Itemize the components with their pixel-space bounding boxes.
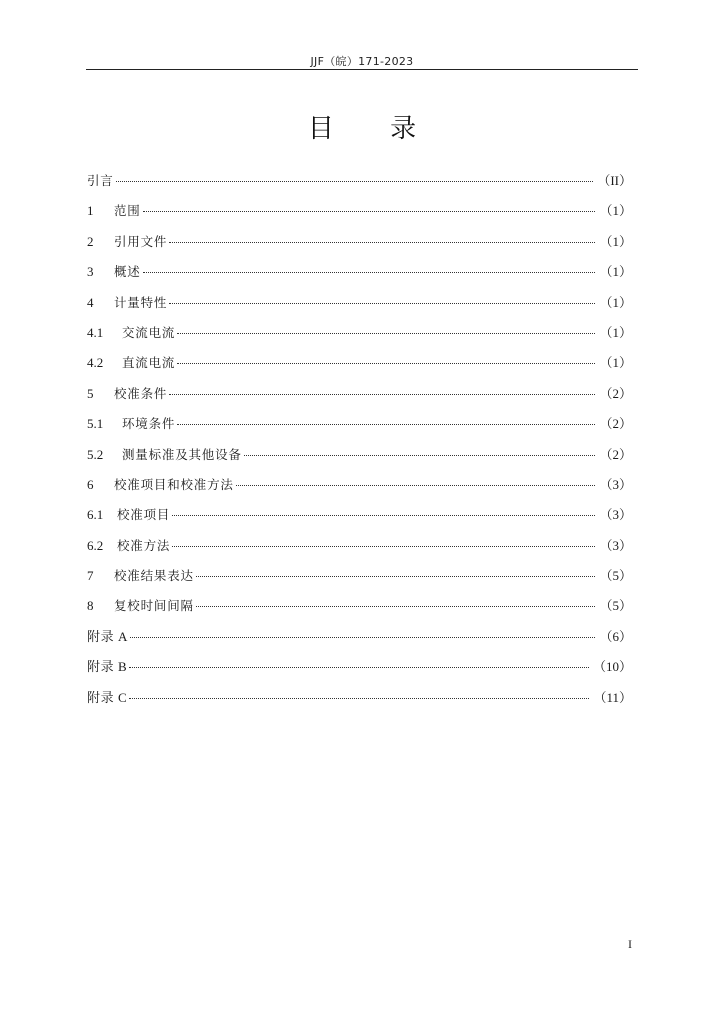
toc-entry-6[interactable] <box>87 475 632 505</box>
toc-entry-3[interactable] <box>87 262 632 292</box>
toc-entry-title: 测量标准及其他设备 <box>122 446 242 462</box>
toc-entry-number: 1 <box>87 203 94 219</box>
toc-entry-title: 引言 <box>87 173 114 188</box>
toc-entry-number: 6 <box>87 476 94 492</box>
toc-entry-page: （1） <box>599 324 632 340</box>
toc-entry-title: 交流电流 <box>122 324 176 340</box>
toc-leader-dots <box>130 637 595 638</box>
toc-entry-title: 直流电流 <box>122 355 176 371</box>
toc-leader-dots <box>236 485 596 486</box>
toc-leader-dots <box>116 181 594 182</box>
toc-entry-title: 计量特性 <box>114 294 168 310</box>
toc-entry-number: 4.1 <box>87 324 104 340</box>
toc-entry-title: 概述 <box>114 264 141 280</box>
toc-leader-dots <box>172 546 595 547</box>
page-number: I <box>628 937 632 951</box>
toc-entry-title: 附录 C <box>87 689 128 705</box>
toc-leader-dots <box>172 515 595 516</box>
toc-leader-dots <box>196 606 596 607</box>
toc-entry-title: 校准结果表达 <box>114 568 194 584</box>
toc-entry-6-2[interactable] <box>87 536 632 566</box>
toc-entry-number: 3 <box>87 264 94 280</box>
toc-leader-dots <box>129 698 589 699</box>
header-divider <box>86 69 638 70</box>
toc-entry-5[interactable] <box>87 384 632 414</box>
toc-entry-5-2[interactable] <box>87 445 632 475</box>
toc-entry-number: 6.1 <box>87 507 104 523</box>
toc-entry-number: 5.2 <box>87 446 104 462</box>
toc-entry-title: 校准项目和校准方法 <box>114 476 234 492</box>
toc-leader-dots <box>143 211 596 212</box>
toc-entry-number: 5 <box>87 385 94 401</box>
toc-entry-page: （2） <box>599 416 632 432</box>
toc-leader-dots <box>169 303 595 304</box>
toc-leader-dots <box>143 272 596 273</box>
toc-entry-page: （1） <box>599 294 632 310</box>
page-title: 目 录 <box>307 114 441 144</box>
toc-entry-8[interactable] <box>87 596 632 626</box>
toc-entry-page: （5） <box>599 568 632 584</box>
toc-entry-number: 4 <box>87 294 94 310</box>
toc-entry-number: 5.1 <box>87 416 104 432</box>
toc-entry-number: 8 <box>87 598 94 614</box>
toc-entry-page: （1） <box>599 203 632 219</box>
toc-entry-title: 范围 <box>114 203 141 219</box>
toc-entry-page: （11） <box>593 689 632 705</box>
toc-entry-title: 校准方法 <box>117 537 171 553</box>
toc-entry-number: 7 <box>87 568 94 584</box>
toc-entry-appendix-c[interactable] <box>87 688 632 718</box>
toc-entry-page: （II） <box>597 173 632 188</box>
toc-entry-page: （1） <box>599 355 632 371</box>
toc-entry-page: （5） <box>599 598 632 614</box>
toc-entry-appendix-a[interactable] <box>87 627 632 657</box>
toc-entry-page: （10） <box>592 659 632 675</box>
toc-leader-dots <box>177 363 595 364</box>
toc-entry-1[interactable] <box>87 201 632 231</box>
toc-entry-4[interactable] <box>87 293 632 323</box>
toc-leader-dots <box>169 242 595 243</box>
toc-leader-dots <box>177 424 595 425</box>
toc-entry-6-1[interactable] <box>87 505 632 535</box>
toc-leader-dots <box>129 667 589 668</box>
toc-leader-dots <box>177 333 595 334</box>
toc-entry-title: 校准条件 <box>114 385 168 401</box>
toc-entry-page: （2） <box>599 446 632 462</box>
toc-entry-title: 环境条件 <box>122 416 176 432</box>
toc-entry-page: （3） <box>599 476 632 492</box>
toc-entry-title: 引用文件 <box>114 233 168 249</box>
toc-leader-dots <box>244 455 596 456</box>
toc-entry-page: （2） <box>599 385 632 401</box>
toc-entry-number: 4.2 <box>87 355 104 371</box>
table-of-contents <box>87 171 632 718</box>
toc-entry-page: （3） <box>599 537 632 553</box>
toc-entry-title: 附录 B <box>87 659 128 675</box>
toc-entry-number: 2 <box>87 233 94 249</box>
toc-entry-page: （1） <box>599 264 632 280</box>
toc-entry-number: 6.2 <box>87 537 104 553</box>
document-code-header: JJF（皖）171-2023 <box>310 55 414 68</box>
toc-entry-page: （6） <box>599 628 632 644</box>
toc-entry-4-1[interactable] <box>87 323 632 353</box>
toc-entry-4-2[interactable] <box>87 353 632 383</box>
toc-leader-dots <box>196 576 596 577</box>
toc-entry-5-1[interactable] <box>87 414 632 444</box>
toc-entry-title: 校准项目 <box>117 507 171 523</box>
toc-leader-dots <box>169 394 595 395</box>
toc-entry-appendix-b[interactable] <box>87 657 632 687</box>
toc-entry-title: 附录 A <box>87 628 129 644</box>
toc-entry-2[interactable] <box>87 232 632 262</box>
toc-entry-intro[interactable] <box>87 171 632 201</box>
toc-entry-page: （3） <box>599 507 632 523</box>
toc-entry-page: （1） <box>599 233 632 249</box>
toc-entry-7[interactable] <box>87 566 632 596</box>
toc-entry-title: 复校时间间隔 <box>114 598 194 614</box>
